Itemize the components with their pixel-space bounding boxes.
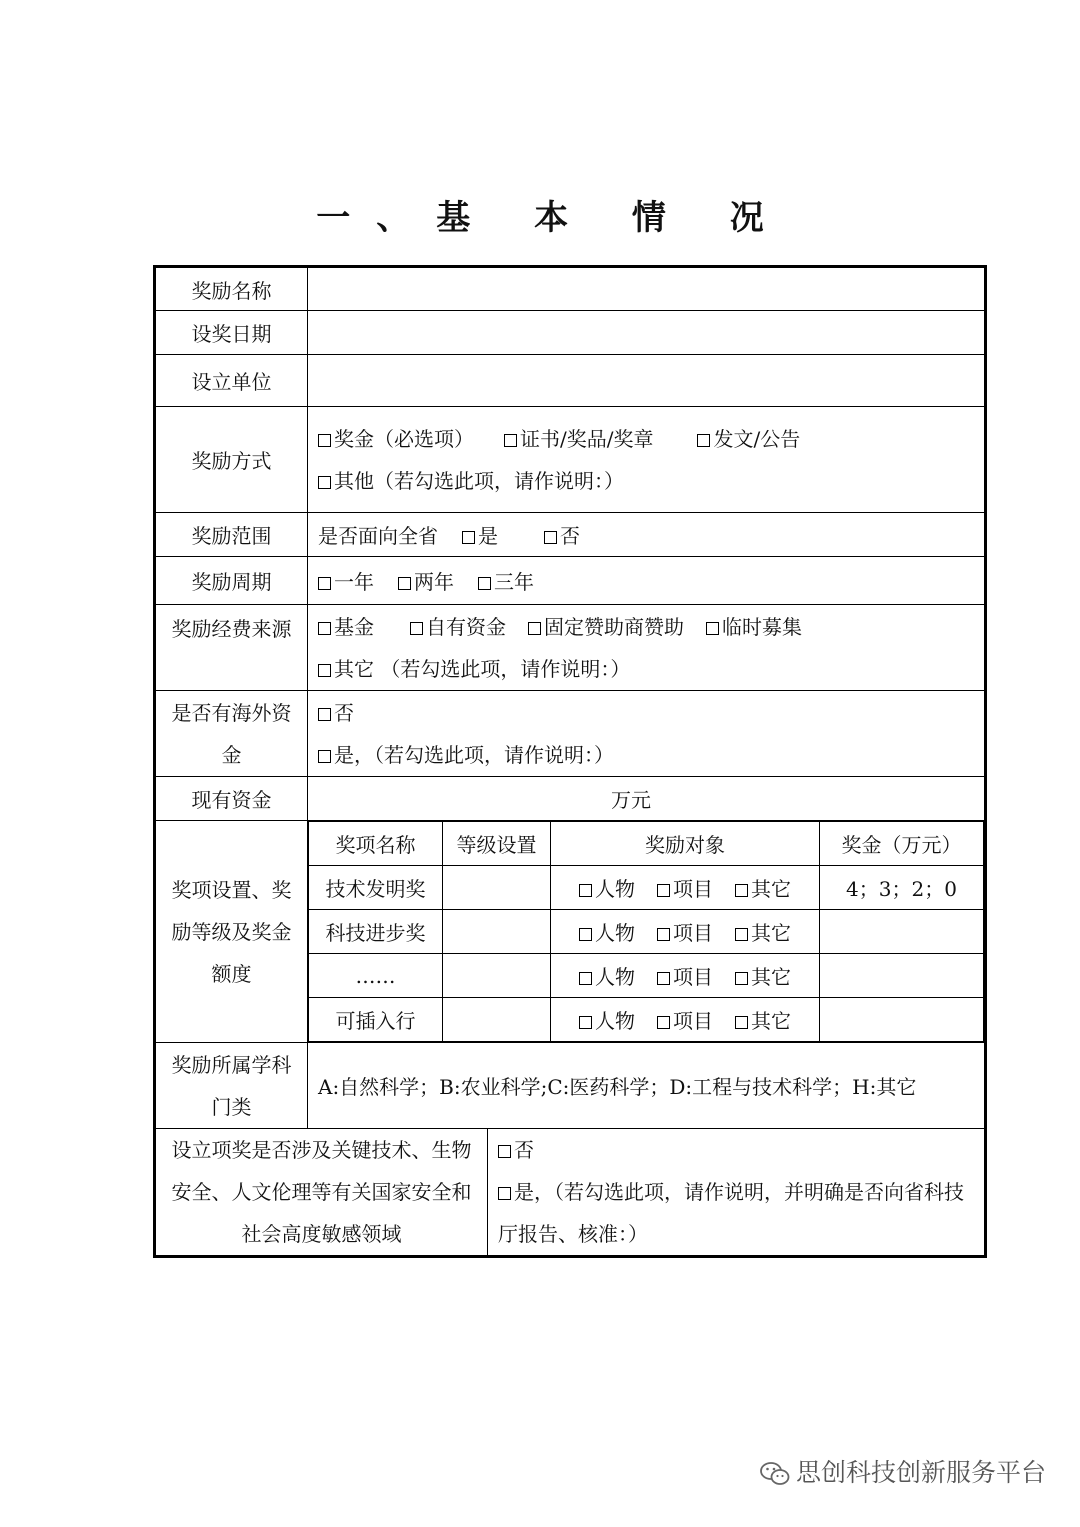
option-project[interactable]: 项目	[657, 965, 713, 989]
checkbox-icon[interactable]	[504, 434, 517, 447]
item-bonus[interactable]	[820, 954, 984, 998]
item-target-options	[551, 910, 820, 954]
sensitive-label: 设立项奖是否涉及关键技术、生物安全、人文伦理等有关国家安全和社会高度敏感领域	[155, 1129, 488, 1257]
discipline-label: 奖励所属学科门类	[155, 1043, 308, 1129]
header-level: 等级设置	[443, 822, 551, 866]
award-name-field[interactable]	[308, 267, 986, 311]
item-name: 科技进步奖	[309, 910, 443, 954]
item-level-field[interactable]	[443, 998, 551, 1042]
item-level-field[interactable]	[443, 954, 551, 998]
option-no[interactable]: 否	[544, 524, 580, 548]
checkbox-icon[interactable]	[498, 1187, 511, 1200]
checkbox-icon[interactable]	[579, 972, 592, 985]
option-other[interactable]: 其它 （若勾选此项，请作说明：）	[318, 657, 630, 681]
option-person[interactable]: 人物	[579, 877, 635, 901]
option-two-years[interactable]: 两年	[398, 570, 454, 594]
award-method-label: 奖励方式	[155, 407, 308, 513]
item-name: 可插入行	[309, 998, 443, 1042]
award-method-options	[308, 407, 986, 513]
checkbox-icon[interactable]	[657, 884, 670, 897]
current-funds-field[interactable]	[308, 777, 986, 821]
page-title: 一、基 本 情 况	[316, 198, 790, 238]
option-temporary[interactable]: 临时募集	[706, 615, 802, 639]
funds-unit: 万元	[611, 788, 651, 812]
option-three-years[interactable]: 三年	[478, 570, 534, 594]
table-row	[309, 910, 984, 954]
option-other[interactable]: 其他（若勾选此项，请作说明：）	[318, 469, 624, 493]
option-project[interactable]: 项目	[657, 1009, 713, 1033]
item-bonus[interactable]	[820, 910, 984, 954]
option-no[interactable]: 否	[318, 701, 354, 725]
table-header-row	[309, 822, 984, 866]
option-no[interactable]: 否	[498, 1138, 534, 1162]
item-level-field[interactable]	[443, 910, 551, 954]
option-bonus[interactable]: 奖金（必选项）	[318, 427, 474, 451]
discipline-text: A:自然科学；B:农业科学;C:医药科学；D:工程与技术科学；H:其它	[308, 1043, 986, 1129]
checkbox-icon[interactable]	[706, 622, 719, 635]
header-bonus: 奖金（万元）	[820, 822, 984, 866]
table-row	[309, 866, 984, 910]
fund-source-label: 奖励经费来源	[155, 605, 308, 691]
item-target-options	[551, 998, 820, 1042]
setup-date-field[interactable]	[308, 311, 986, 355]
item-target-options	[551, 954, 820, 998]
option-fund[interactable]: 基金	[318, 615, 374, 639]
checkbox-icon[interactable]	[697, 434, 710, 447]
option-project[interactable]: 项目	[657, 877, 713, 901]
checkbox-icon[interactable]	[735, 1016, 748, 1029]
option-other[interactable]: 其它	[735, 965, 791, 989]
option-other[interactable]: 其它	[735, 877, 791, 901]
checkbox-icon[interactable]	[318, 476, 331, 489]
checkbox-icon[interactable]	[478, 577, 491, 590]
option-own-funds[interactable]: 自有资金	[410, 615, 506, 639]
option-announcement[interactable]: 发文/公告	[697, 427, 800, 451]
award-items-label: 奖项设置、奖励等级及奖金额度	[155, 821, 308, 1043]
setup-date-label: 设奖日期	[155, 311, 308, 355]
option-other[interactable]: 其它	[735, 921, 791, 945]
option-person[interactable]: 人物	[579, 965, 635, 989]
sensitive-options	[488, 1129, 986, 1257]
option-person[interactable]: 人物	[579, 1009, 635, 1033]
item-level-field[interactable]	[443, 866, 551, 910]
watermark-text: 思创科技创新服务平台	[795, 1458, 1046, 1487]
option-yes[interactable]: 是	[462, 524, 498, 548]
award-scope-options	[308, 513, 986, 557]
option-one-year[interactable]: 一年	[318, 570, 374, 594]
wechat-icon	[760, 1461, 790, 1487]
table-row	[309, 954, 984, 998]
option-project[interactable]: 项目	[657, 921, 713, 945]
option-sponsor[interactable]: 固定赞助商赞助	[528, 615, 684, 639]
checkbox-icon[interactable]	[579, 884, 592, 897]
fund-source-options	[308, 605, 986, 691]
checkbox-icon[interactable]	[498, 1145, 511, 1158]
overseas-funds-options	[308, 691, 986, 777]
item-name: ……	[309, 954, 443, 998]
current-funds-label: 现有资金	[155, 777, 308, 821]
checkbox-icon[interactable]	[318, 750, 331, 763]
scope-question: 是否面向全省	[318, 524, 438, 548]
table-row	[309, 998, 984, 1042]
award-cycle-options	[308, 557, 986, 605]
checkbox-icon[interactable]	[657, 928, 670, 941]
award-name-label: 奖励名称	[155, 267, 308, 311]
option-certificate[interactable]: 证书/奖品/奖章	[504, 427, 653, 451]
setup-unit-label: 设立单位	[155, 355, 308, 407]
checkbox-icon[interactable]	[657, 972, 670, 985]
item-name: 技术发明奖	[309, 866, 443, 910]
option-other[interactable]: 其它	[735, 1009, 791, 1033]
award-items-cell	[308, 821, 986, 1043]
checkbox-icon[interactable]	[579, 928, 592, 941]
checkbox-icon[interactable]	[735, 928, 748, 941]
checkbox-icon[interactable]	[318, 708, 331, 721]
header-target: 奖励对象	[551, 822, 820, 866]
item-bonus[interactable]	[820, 998, 984, 1042]
setup-unit-field[interactable]	[308, 355, 986, 407]
item-bonus[interactable]: 4；3；2；0	[820, 866, 984, 910]
basic-info-form	[153, 265, 987, 1258]
checkbox-icon[interactable]	[318, 664, 331, 677]
checkbox-icon[interactable]	[318, 434, 331, 447]
checkbox-icon[interactable]	[735, 972, 748, 985]
checkbox-icon[interactable]	[735, 884, 748, 897]
checkbox-icon[interactable]	[462, 531, 475, 544]
award-items-table	[308, 821, 984, 1042]
checkbox-icon[interactable]	[398, 577, 411, 590]
header-award-name: 奖项名称	[309, 822, 443, 866]
checkbox-icon[interactable]	[579, 1016, 592, 1029]
checkbox-icon[interactable]	[318, 622, 331, 635]
checkbox-icon[interactable]	[657, 1016, 670, 1029]
award-cycle-label: 奖励周期	[155, 557, 308, 605]
checkbox-icon[interactable]	[410, 622, 423, 635]
award-scope-label: 奖励范围	[155, 513, 308, 557]
overseas-funds-label: 是否有海外资金	[155, 691, 308, 777]
checkbox-icon[interactable]	[544, 531, 557, 544]
watermark	[760, 1453, 1046, 1489]
option-person[interactable]: 人物	[579, 921, 635, 945]
checkbox-icon[interactable]	[528, 622, 541, 635]
item-target-options	[551, 866, 820, 910]
option-yes[interactable]: 是，（若勾选此项，请作说明：）	[318, 743, 614, 767]
option-yes[interactable]: 是，（若勾选此项，请作说明，并明确是否向省科技厅报告、核准：）	[498, 1180, 964, 1246]
checkbox-icon[interactable]	[318, 577, 331, 590]
